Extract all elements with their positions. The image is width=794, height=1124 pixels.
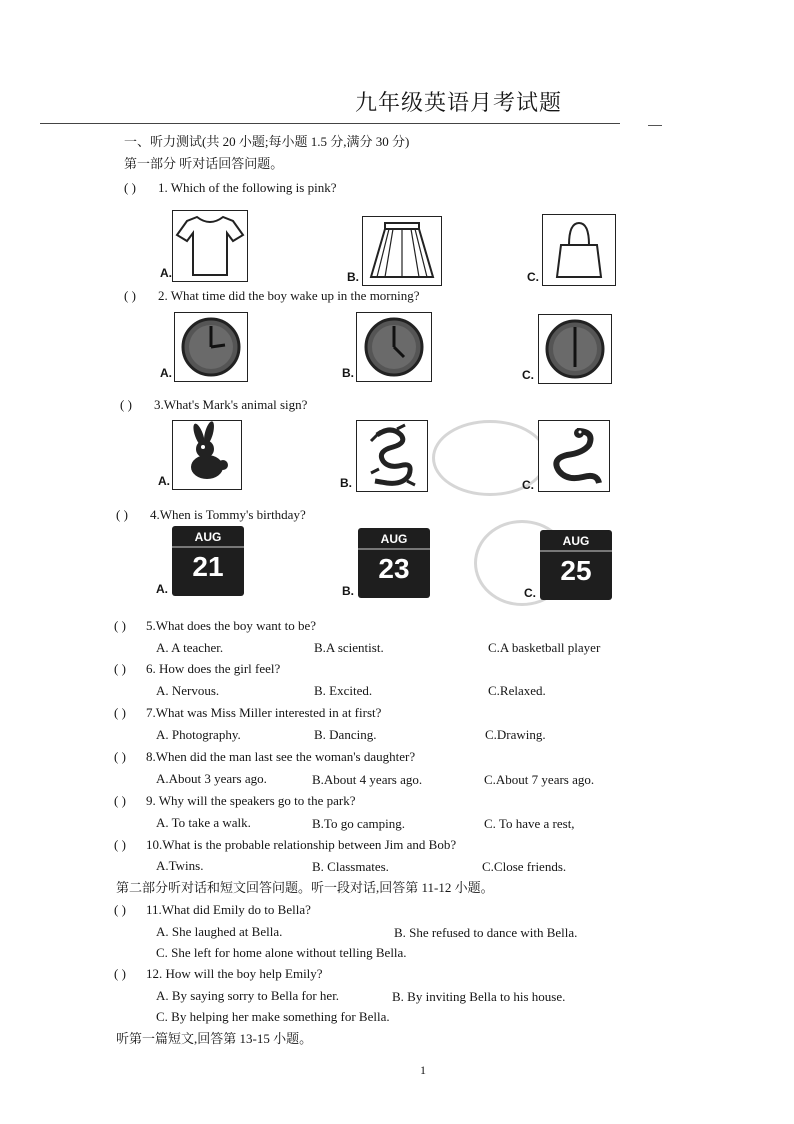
- question-text: 10.What is the probable relationship between Jim and Bob?: [146, 837, 457, 852]
- question-text: 8.When did the man last see the woman's daughter?: [146, 749, 416, 764]
- option-c[interactable]: C. She left for home alone without telling Bella.: [156, 945, 407, 960]
- option-b[interactable]: B.A scientist.: [314, 640, 384, 655]
- question-text: 12. How will the boy help Emily?: [146, 966, 323, 981]
- option-a[interactable]: A.Twins.: [156, 858, 204, 873]
- option-label-a: A.: [160, 266, 172, 280]
- question-bracket[interactable]: ( ): [124, 180, 136, 195]
- question-text: 3.What's Mark's animal sign?: [154, 397, 308, 412]
- calendar-month: AUG: [172, 530, 244, 548]
- title-rule: [40, 123, 620, 124]
- option-b[interactable]: B.To go camping.: [312, 816, 405, 831]
- option-c[interactable]: C. By helping her make something for Bella.: [156, 1009, 390, 1024]
- rabbit-icon[interactable]: [172, 420, 242, 490]
- option-c[interactable]: C.Relaxed.: [488, 683, 546, 698]
- question-bracket[interactable]: ( ): [124, 288, 136, 303]
- page-number: 1: [420, 1063, 426, 1077]
- question-bracket[interactable]: ( ): [114, 661, 126, 676]
- option-b[interactable]: B.About 4 years ago.: [312, 772, 423, 787]
- clock-icon[interactable]: [538, 314, 612, 384]
- option-b[interactable]: B. By inviting Bella to his house.: [392, 989, 566, 1004]
- calendar-day: 21: [192, 551, 224, 582]
- option-c[interactable]: C.About 7 years ago.: [484, 772, 595, 787]
- calendar-month: AUG: [540, 534, 612, 552]
- section-heading: 一、听力测试(共 20 小题;每小题 1.5 分,满分 30 分): [124, 134, 410, 149]
- option-b[interactable]: B. Classmates.: [312, 859, 389, 874]
- option-a[interactable]: A. Photography.: [156, 727, 241, 742]
- option-a[interactable]: A.About 3 years ago.: [156, 771, 267, 786]
- calendar-icon[interactable]: [172, 526, 244, 596]
- question-bracket[interactable]: ( ): [114, 705, 126, 720]
- option-label-a: A.: [156, 582, 168, 596]
- clock-icon[interactable]: [174, 312, 248, 382]
- option-label-b: B.: [347, 270, 359, 284]
- question-text: 1. Which of the following is pink?: [158, 180, 337, 195]
- option-c[interactable]: C. To have a rest,: [484, 816, 575, 831]
- option-b[interactable]: B. She refused to dance with Bella.: [394, 925, 578, 940]
- option-label-a: A.: [160, 366, 172, 380]
- option-a[interactable]: A. Nervous.: [156, 683, 220, 698]
- page-title: 九年级英语月考试题: [355, 90, 563, 115]
- question-text: 6. How does the girl feel?: [146, 661, 281, 676]
- option-a[interactable]: A. By saying sorry to Bella for her.: [156, 988, 340, 1003]
- question-bracket[interactable]: ( ): [114, 793, 126, 808]
- option-a[interactable]: A. She laughed at Bella.: [156, 924, 283, 939]
- title-rule-end: [648, 125, 662, 126]
- calendar-day: 25: [560, 555, 592, 586]
- part1-heading: 第一部分 听对话回答问题。: [124, 156, 284, 171]
- option-label-c: C.: [527, 270, 539, 284]
- question-bracket[interactable]: ( ): [114, 837, 126, 852]
- dragon-icon[interactable]: [356, 420, 428, 492]
- question-text: 4.When is Tommy's birthday?: [150, 507, 306, 522]
- calendar-icon[interactable]: [540, 530, 612, 600]
- option-c[interactable]: C.Drawing.: [485, 727, 546, 742]
- option-label-b: B.: [340, 476, 352, 490]
- t-shirt-icon[interactable]: [172, 210, 248, 282]
- question-text: 7.What was Miss Miller interested in at first?: [146, 705, 382, 720]
- option-label-c: C.: [524, 586, 536, 600]
- option-a[interactable]: A. To take a walk.: [156, 815, 251, 830]
- calendar-day: 23: [378, 553, 410, 584]
- option-label-b: B.: [342, 366, 354, 380]
- question-bracket[interactable]: ( ): [114, 618, 126, 633]
- question-bracket[interactable]: ( ): [114, 966, 126, 981]
- question-bracket[interactable]: ( ): [114, 749, 126, 764]
- part3-heading: 听第一篇短文,回答第 13-15 小题。: [116, 1031, 313, 1046]
- option-label-c: C.: [522, 478, 534, 492]
- option-a[interactable]: A. A teacher.: [156, 640, 224, 655]
- question-text: 9. Why will the speakers go to the park?: [146, 793, 356, 808]
- snake-icon[interactable]: [538, 420, 610, 492]
- option-b[interactable]: B. Dancing.: [314, 727, 377, 742]
- question-text: 2. What time did the boy wake up in the morning?: [158, 288, 420, 303]
- option-label-c: C.: [522, 368, 534, 382]
- handbag-icon[interactable]: [542, 214, 616, 286]
- calendar-month: AUG: [358, 532, 430, 550]
- option-label-b: B.: [342, 584, 354, 598]
- part2-heading: 第二部分听对话和短文回答问题。听一段对话,回答第 11-12 小题。: [116, 880, 494, 895]
- skirt-icon[interactable]: [362, 216, 442, 286]
- option-c[interactable]: C.Close friends.: [482, 859, 567, 874]
- clock-icon[interactable]: [356, 312, 432, 382]
- option-b[interactable]: B. Excited.: [314, 683, 373, 698]
- question-text: 11.What did Emily do to Bella?: [146, 902, 311, 917]
- question-bracket[interactable]: ( ): [120, 397, 132, 412]
- option-c[interactable]: C.A basketball player: [488, 640, 601, 655]
- calendar-icon[interactable]: [358, 528, 430, 598]
- question-text: 5.What does the boy want to be?: [146, 618, 317, 633]
- option-label-a: A.: [158, 474, 170, 488]
- question-bracket[interactable]: ( ): [116, 507, 128, 522]
- question-bracket[interactable]: ( ): [114, 902, 126, 917]
